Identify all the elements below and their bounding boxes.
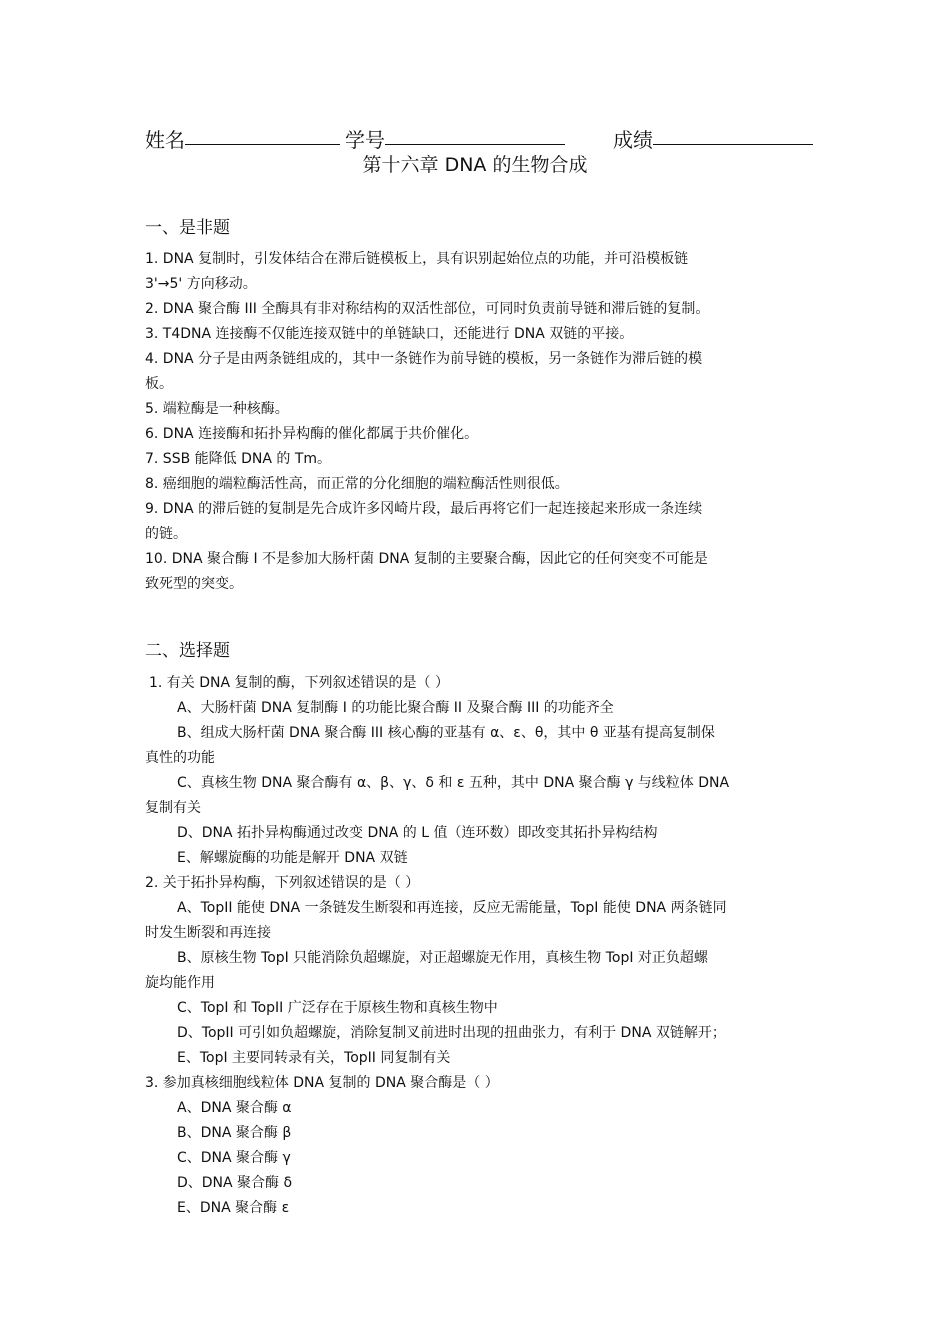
question-line: 3. 参加真核细胞线粒体 DNA 复制的 DNA 聚合酶是（ ）: [145, 1075, 499, 1091]
answer-option: B、原核生物 TopI 只能消除负超螺旋，对正超螺旋无作用，真核生物 TopI 对正负超螺: [177, 950, 708, 966]
answer-option: E、DNA 聚合酶 ε: [177, 1200, 290, 1216]
question-line: 致死型的突变。: [145, 576, 243, 592]
score-field: [613, 124, 653, 153]
answer-option: D、DNA 拓扑异构酶通过改变 DNA 的 L 值（连环数）即改变其拓扑异构结构: [177, 825, 658, 841]
id-blank: [385, 124, 565, 145]
answer-option: E、TopI 主要同转录有关，TopII 同复制有关: [177, 1050, 451, 1066]
name-label: 姓名: [145, 128, 185, 152]
question-line: 的链。: [145, 526, 187, 542]
question-line: 10. DNA 聚合酶 I 不是参加大肠杆菌 DNA 复制的主要聚合酶，因此它的任何突变不可能是: [145, 551, 708, 567]
answer-option: C、DNA 聚合酶 γ: [177, 1150, 291, 1166]
answer-option: C、真核生物 DNA 聚合酶有 α、β、γ、δ 和 ε 五种，其中 DNA 聚合酶 γ 与线粒体 DNA: [177, 775, 730, 791]
name-field: [145, 124, 185, 153]
answer-option: A、TopII 能使 DNA 一条链发生断裂和再连接，反应无需能量，TopI 能使 DNA 两条链同: [177, 900, 727, 916]
multiple-choice-questions: [145, 671, 813, 1221]
question-line: 板。: [145, 376, 173, 392]
chapter-title: 第十六章 DNA 的生物合成: [362, 154, 588, 176]
answer-option: A、DNA 聚合酶 α: [177, 1100, 292, 1116]
answer-option: B、组成大肠杆菌 DNA 聚合酶 III 核心酶的亚基有 α、ε、θ，其中 θ 亚基有提高复制保: [177, 725, 715, 741]
answer-option: C、TopI 和 TopII 广泛存在于原核生物和真核生物中: [177, 1000, 498, 1016]
question-line: 9. DNA 的滞后链的复制是先合成许多冈崎片段，最后再将它们一起连接起来形成一条连续: [145, 501, 703, 517]
question-line: 旋均能作用: [145, 975, 215, 991]
question-line: 真性的功能: [145, 750, 215, 766]
question-line: 2. 关于拓扑异构酶，下列叙述错误的是（ ）: [145, 875, 420, 891]
id-label: 学号: [345, 128, 385, 152]
answer-option: E、解螺旋酶的功能是解开 DNA 双链: [177, 850, 408, 866]
answer-option: A、大肠杆菌 DNA 复制酶 I 的功能比聚合酶 II 及聚合酶 III 的功能齐全: [177, 700, 614, 716]
question-line: 复制有关: [145, 800, 201, 816]
question-line: 8. 癌细胞的端粒酶活性高，而正常的分化细胞的端粒酶活性则很低。: [145, 476, 569, 492]
score-label: 成绩: [613, 128, 653, 152]
name-blank: [185, 124, 340, 145]
question-line: 2. DNA 聚合酶 III 全酶具有非对称结构的双活性部位，可同时负责前导链和滞后链的复制。: [145, 301, 710, 317]
question-line: 时发生断裂和再连接: [145, 925, 271, 941]
question-line: 3'→5' 方向移动。: [145, 276, 257, 292]
question-line: 3. T4DNA 连接酶不仅能连接双链中的单链缺口，还能进行 DNA 双链的平接。: [145, 326, 634, 342]
true-false-questions: [145, 247, 813, 597]
answer-option: D、DNA 聚合酶 δ: [177, 1175, 293, 1191]
question-line: 1. 有关 DNA 复制的酶，下列叙述错误的是（ ）: [149, 675, 449, 691]
answer-option: D、TopII 可引如负超螺旋，消除复制叉前进时出现的扭曲张力，有利于 DNA 双链解开；: [177, 1025, 726, 1041]
student-info-header: [145, 124, 815, 152]
question-line: 7. SSB 能降低 DNA 的 Tm。: [145, 451, 332, 467]
question-line: 4. DNA 分子是由两条链组成的，其中一条链作为前导链的模板，另一条链作为滞后链的模: [145, 351, 703, 367]
section-heading-true-false: 一、是非题: [145, 218, 230, 238]
question-line: 5. 端粒酶是一种核酶。: [145, 401, 289, 417]
question-line: 6. DNA 连接酶和拓扑异构酶的催化都属于共价催化。: [145, 426, 479, 442]
question-line: 1. DNA 复制时，引发体结合在滞后链模板上，具有识别起始位点的功能，并可沿模板链: [145, 251, 689, 267]
id-field: [345, 124, 385, 153]
score-blank: [653, 124, 813, 145]
answer-option: B、DNA 聚合酶 β: [177, 1125, 292, 1141]
section-heading-multiple-choice: 二、选择题: [145, 641, 230, 661]
